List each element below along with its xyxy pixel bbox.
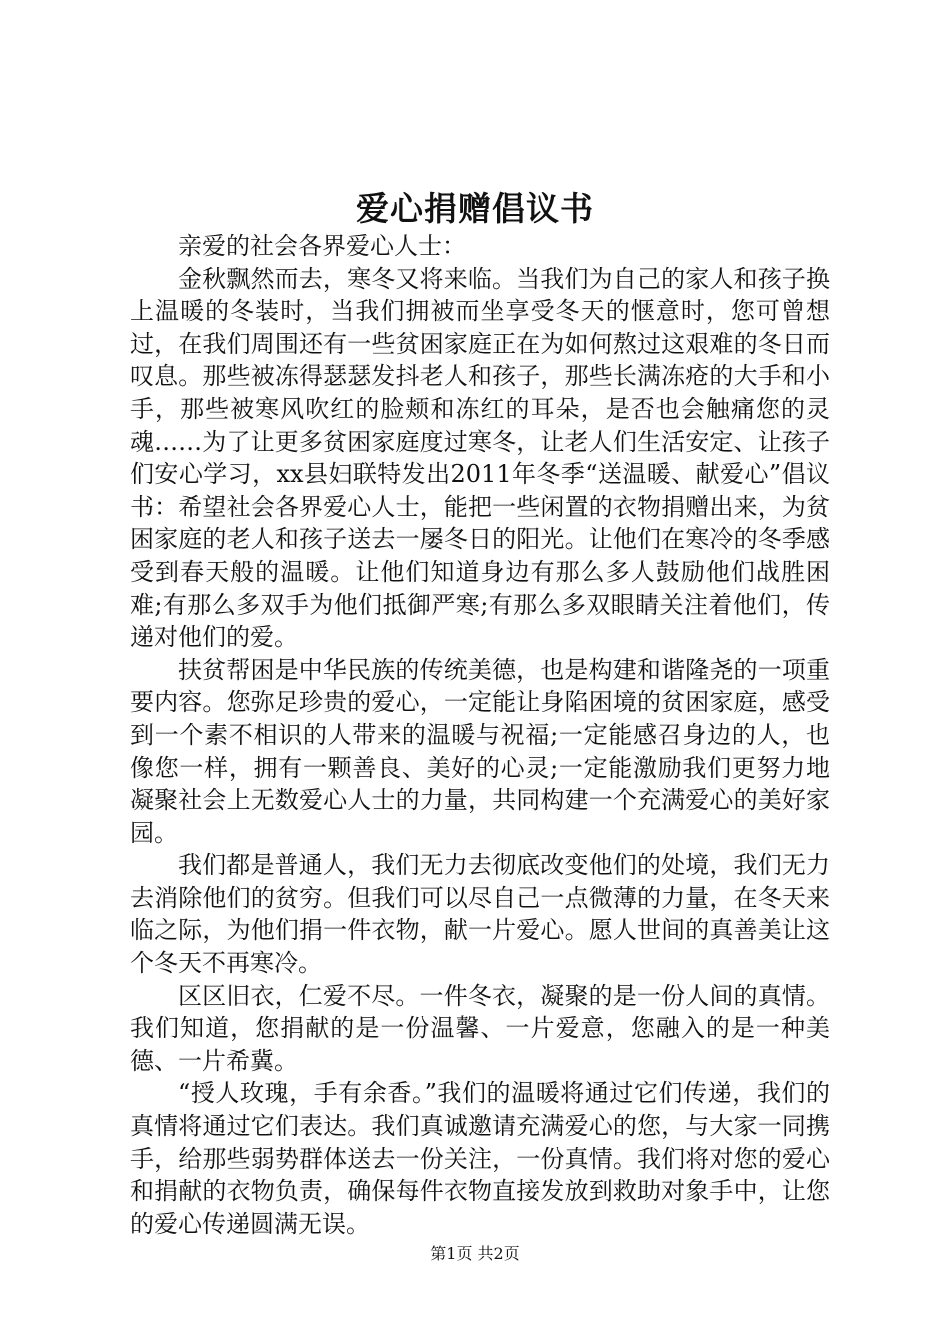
document-body xyxy=(130,230,830,1240)
paragraph-4: 区区旧衣，仁爱不尽。一件冬衣，凝聚的是一份人间的真情。我们知道，您捐献的是一份温馨、一片爱意，您融入的是一种美德、一片希冀。 xyxy=(130,981,830,1075)
paragraph-2: 扶贫帮困是中华民族的传统美德，也是构建和谐隆尧的一项重要内容。您弥足珍贵的爱心，一定能让身陷困境的贫困家庭，感受到一个素不相识的人带来的温暖与祝福;一定能感召身边的人，也像您一样，拥有一颗善良、美好的心灵;一定能激励我们更努力地凝聚社会上无数爱心人士的力量，共同构建一个充满爱心的美好家园。 xyxy=(130,655,830,847)
page-footer: 第1页 共2页 xyxy=(430,1244,520,1263)
paragraph-5: “授人玫瑰，手有余香。”我们的温暖将通过它们传递，我们的真情将通过它们表达。我们真诚邀请充满爱心的您，与大家一同携手，给那些弱势群体送去一份关注，一份真情。我们将对您的爱心和捐献的衣物负责，确保每件衣物直接发放到救助对象手中，让您的爱心传递圆满无误。 xyxy=(130,1079,830,1238)
salutation: 亲爱的社会各界爱心人士： xyxy=(178,232,466,260)
document-title: 爱心捐赠倡议书 xyxy=(356,189,594,228)
paragraph-1: 金秋飘然而去，寒冬又将来临。当我们为自己的家人和孩子换上温暖的冬装时，当我们拥被而坐享受冬天的惬意时，您可曾想过，在我们周围还有一些贫困家庭正在为如何熬过这艰难的冬日而叹息。那些被冻得瑟瑟发抖老人和孩子，那些长满冻疮的大手和小手，那些被寒风吹红的脸颊和冻红的耳朵，是否也会触痛您的灵魂……为了让更多贫困家庭度过寒冬，让老人们生活安定、让孩子们安心学习，xx县妇联特发出2011年冬季“送温暖、献爱心”倡议书：希望社会各界爱心人士，能把一些闲置的衣物捐赠出来，为贫困家庭的老人和孩子送去一屡冬日的阳光。让他们在寒冷的冬季感受到春天般的温暖。让他们知道身边有那么多人鼓励他们战胜困难;有那么多双手为他们抵御严寒;有那么多双眼睛关注着他们，传递对他们的爱。 xyxy=(130,264,830,652)
paragraph-3: 我们都是普通人，我们无力去彻底改变他们的处境，我们无力去消除他们的贫穷。但我们可以尽自己一点微薄的力量，在冬天来临之际，为他们捐一件衣物，献一片爱心。愿人世间的真善美让这个冬天不再寒冷。 xyxy=(130,851,830,978)
